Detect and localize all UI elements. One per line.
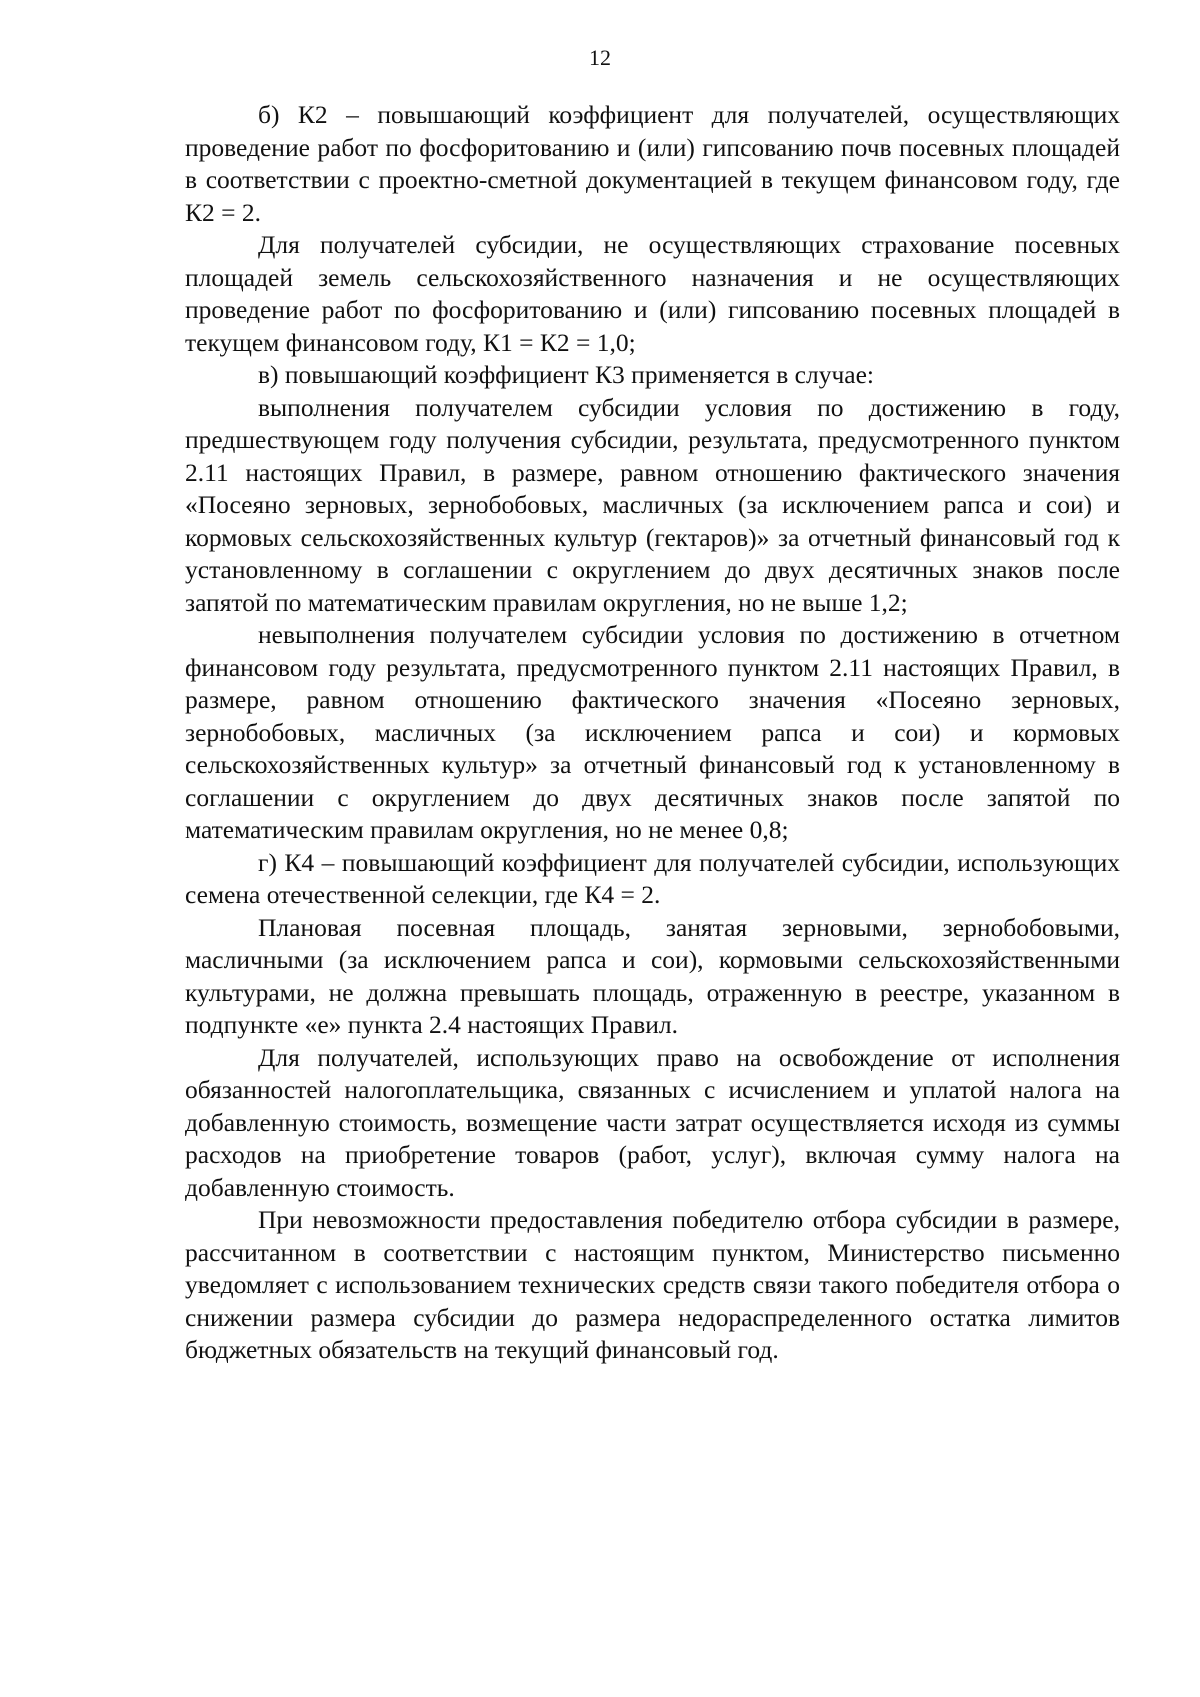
document-body	[185, 99, 1120, 1367]
paragraph-planned-area: Плановая посевная площадь, занятая зерновыми, зернобобовыми, масличными (за исключением рапса и сои), кормовыми сельскохозяйственными культурами, не должна превышать площадь, отраженную в реестре, указанном в подпункте «е» пункта 2.4 настоящих Правил.	[185, 912, 1120, 1039]
paragraph-k3-fulfilment: выполнения получателем субсидии условия по достижению в году, предшествующем году получения субсидии, результата, предусмотренного пунктом 2.11 настоящих Правил, в размере, равном отношению фактического значения «Посеяно зерновых, зернобобовых, масличных (за исключением рапса и сои) и кормовых сельскохозяйственных культур (гектаров)» за отчетный финансовый год к установленному в соглашении с округлением до двух десятичных знаков после запятой по математическим правилам округления, но не выше 1,2;	[185, 392, 1120, 617]
paragraph-k1-k2-default: Для получателей субсидии, не осуществляющих страхование посевных площадей земель сельскохозяйственного назначения и не осуществляющих проведение работ по фосфоритованию и (или) гипсованию посевных площадей в текущем финансовом году, К1 = К2 = 1,0;	[185, 230, 1120, 357]
paragraph-vat-exemption: Для получателей, использующих право на освобождение от исполнения обязанностей налогоплательщика, связанных с исчислением и уплатой налога на добавленную стоимость, возмещение части затрат осуществляется исходя из суммы расходов на приобретение товаров (работ, услуг), включая сумму налога на добавленную стоимость.	[185, 1042, 1120, 1202]
paragraph-subsidy-reduction: При невозможности предоставления победителю отбора субсидии в размере, рассчитанном в соответствии с настоящим пунктом, Министерство письменно уведомляет с использованием технических средств связи такого победителя отбора о снижении размера субсидии до размера недораспределенного остатка лимитов бюджетных обязательств на текущий финансовый год.	[185, 1205, 1120, 1364]
paragraph-k4-coefficient: г) К4 – повышающий коэффициент для получателей субсидии, использующих семена отечественной селекции, где К4 = 2.	[185, 847, 1120, 909]
paragraph-k2-coefficient: б) К2 – повышающий коэффициент для получателей, осуществляющих проведение работ по фосфоритованию и (или) гипсованию почв посевных площадей в соответствии с проектно-сметной документацией в текущем финансовом году, где К2 = 2.	[185, 100, 1120, 227]
paragraph-k3-intro: в) повышающий коэффициент К3 применяется в случае:	[258, 360, 875, 389]
paragraph-k3-non-fulfilment: невыполнения получателем субсидии условия по достижению в отчетном финансовом году результата, предусмотренного пунктом 2.11 настоящих Правил, в размере, равном отношению фактического значения «Посеяно зерновых, зернобобовых, масличных (за исключением рапса и сои) и кормовых сельскохозяйственных культур» за отчетный финансовый год к установленному в соглашении с округлением до двух десятичных знаков после запятой по математическим правилам округления, но не менее 0,8;	[185, 620, 1120, 844]
page-number: 12	[589, 45, 611, 70]
